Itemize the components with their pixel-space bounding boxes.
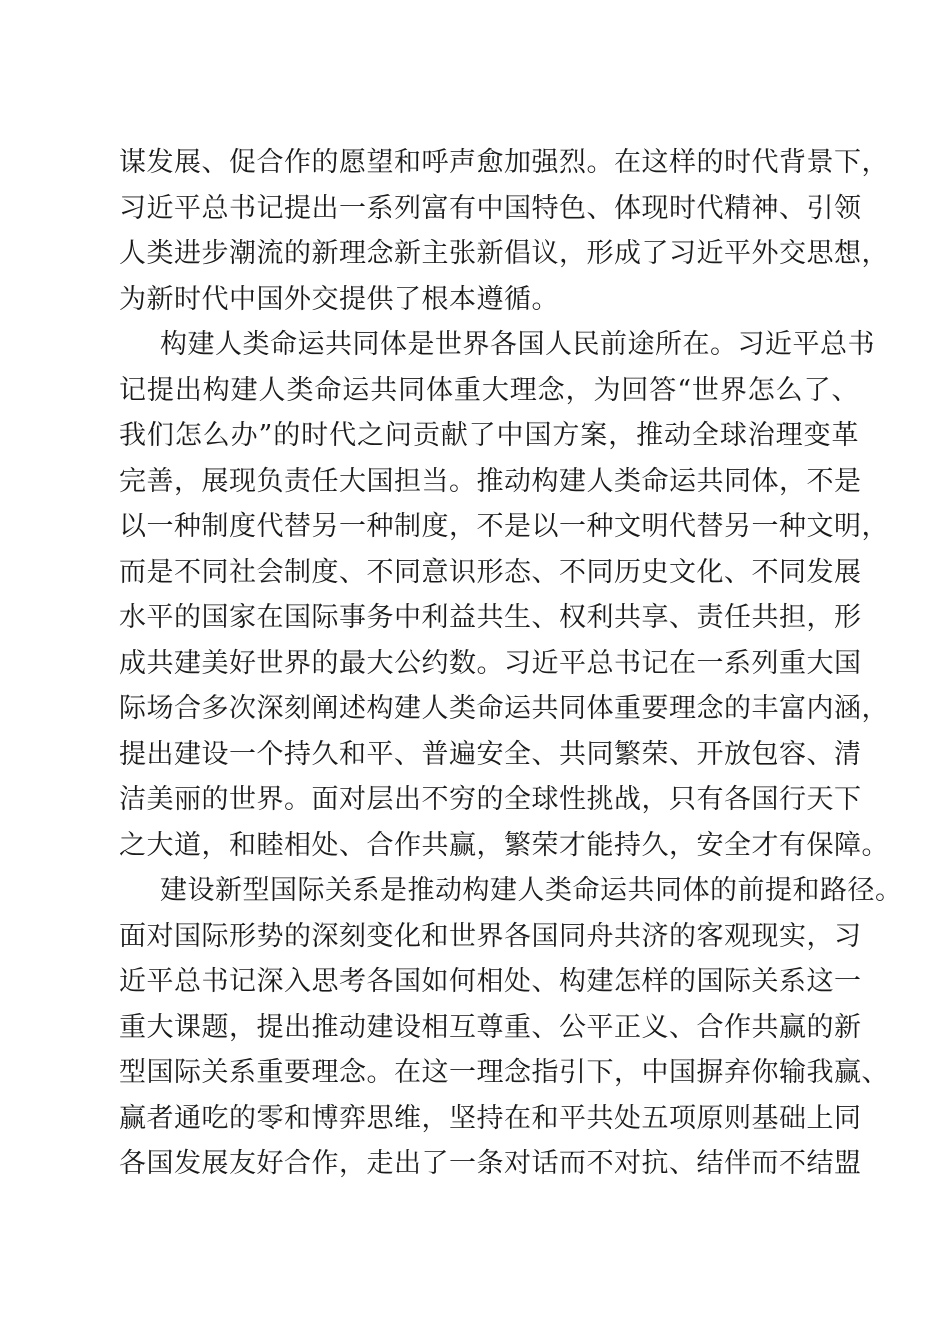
text-line: 以一种制度代替另一种制度，不是以一种文明代替另一种文明，: [119, 511, 889, 542]
text-line: 构建人类命运共同体是世界各国人民前途所在。习近平总书: [160, 329, 875, 360]
text-line: 重大课题，提出推动建设相互尊重、公平正义、合作共赢的新: [119, 1011, 862, 1043]
text-line: 赢者通吃的零和博弈思维，坚持在和平共处五项原则基础上同: [119, 1102, 862, 1134]
text-line: 各国发展友好合作，走出了一条对话而不对抗、结伴而不结盟: [119, 1148, 862, 1179]
text-line: 面对国际形势的深刻变化和世界各国同舟共济的客观现实，习: [119, 920, 862, 952]
text-line: 际场合多次深刻阐述构建人类命运共同体重要理念的丰富内涵，: [119, 693, 889, 724]
text-line: 洁美丽的世界。面对层出不穷的全球性挑战，只有各国行天下: [119, 784, 862, 815]
text-line: 型国际关系重要理念。在这一理念指引下，中国摒弃你输我赢、: [119, 1057, 889, 1088]
text-line: 谋发展、促合作的愿望和呼声愈加强烈。在这样的时代背景下，: [119, 147, 889, 178]
text-line: 提出建设一个持久和平、普遍安全、共同繁荣、开放包容、清: [119, 738, 862, 770]
text-line: 建设新型国际关系是推动构建人类命运共同体的前提和路径。: [160, 875, 903, 906]
text-line: 成共建美好世界的最大公约数。习近平总书记在一系列重大国: [119, 647, 862, 679]
text-line: 完善，展现负责任大国担当。推动构建人类命运共同体，不是: [119, 465, 862, 497]
text-line: 习近平总书记提出一系列富有中国特色、体现时代精神、引领: [119, 192, 862, 224]
text-line: 而是不同社会制度、不同意识形态、不同历史文化、不同发展: [119, 556, 862, 588]
text-line: 为新时代中国外交提供了根本遵循。: [119, 283, 559, 315]
body-text: [119, 140, 903, 1187]
text-line: 水平的国家在国际事务中利益共生、权利共享、责任共担，形: [119, 602, 862, 633]
text-line: 记提出构建人类命运共同体重大理念，为回答“世界怎么了、: [119, 374, 859, 406]
text-line: 人类进步潮流的新理念新主张新倡议，形成了习近平外交思想，: [119, 238, 889, 269]
text-line: 近平总书记深入思考各国如何相处、构建怎样的国际关系这一: [119, 966, 862, 997]
text-line: 之大道，和睦相处、合作共赢，繁荣才能持久，安全才有保障。: [119, 829, 889, 861]
text-line: 我们怎么办”的时代之问贡献了中国方案，推动全球治理变革: [119, 420, 859, 451]
